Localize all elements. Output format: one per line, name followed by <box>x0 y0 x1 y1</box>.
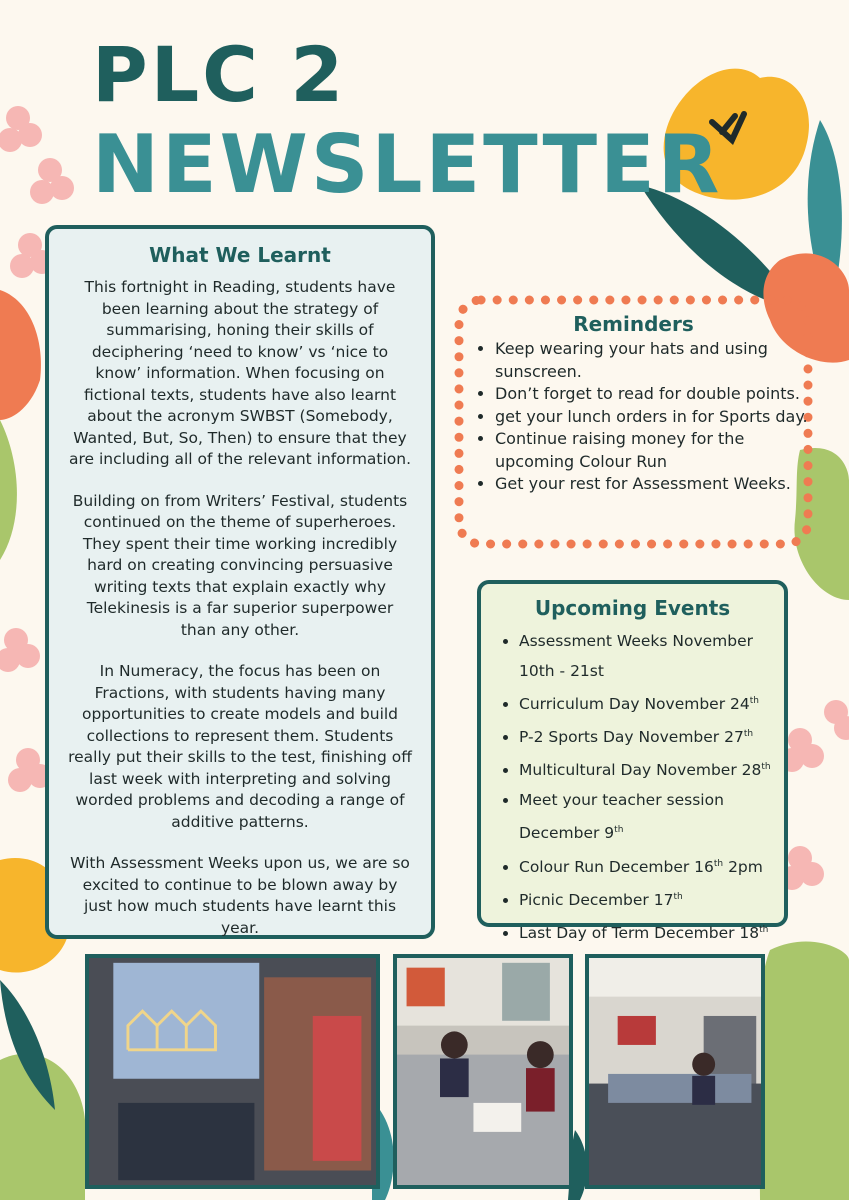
event-item: • Meet your teacher session December 9th <box>519 785 784 848</box>
orange-flower <box>0 290 41 420</box>
event-item: • Assessment Weeks November 10th - 21st <box>519 626 784 686</box>
classroom-photo <box>585 954 765 1189</box>
reminder-item: • Continue raising money for the upcoming Colour Run <box>495 428 812 473</box>
green-leaf <box>0 420 17 560</box>
what-we-learnt-panel <box>45 225 435 939</box>
events-list <box>481 626 784 948</box>
green-leaf <box>758 941 849 1200</box>
event-item: • P-2 Sports Day November 27th <box>519 719 784 752</box>
pink-flower-cluster <box>780 700 849 890</box>
learnt-paragraph: With Assessment Weeks upon us, we are so excited to continue to be blown away by just how much students have learnt this year. <box>70 854 410 937</box>
reminders-list <box>473 338 812 496</box>
upcoming-events-heading: Upcoming Events <box>534 596 731 620</box>
reminder-item: • Get your rest for Assessment Weeks. <box>495 473 812 496</box>
reminders-heading: Reminders <box>573 312 694 336</box>
reminder-item: • Keep wearing your hats and using sunscreen. <box>495 338 812 383</box>
event-item: • Multicultural Day November 28th <box>519 752 784 785</box>
reminder-item: • get your lunch orders in for Sports day. <box>495 406 812 429</box>
what-we-learnt-heading: What We Learnt <box>149 243 331 267</box>
upcoming-events-panel <box>477 580 788 943</box>
title-line-1: PLC 2 <box>92 30 347 119</box>
classroom-photo <box>393 954 573 1189</box>
classroom-photo <box>85 954 380 1189</box>
reminders-panel <box>455 296 812 548</box>
learnt-paragraph: This fortnight in Reading, students have been learning about the strategy of summarising, honing their skills of deciphering ‘need to know’ vs ‘nice to know’ information. When focusing on fictional texts, students have also learnt about the acronym SWBST (Somebody, Wanted, But, So, Then) to ensure that they are including all of the relevant information. <box>68 278 412 468</box>
event-item: • Last Day of Term December 18th <box>519 915 784 948</box>
event-item: • Picnic December 17th <box>519 882 784 915</box>
event-item: • Curriculum Day November 24th <box>519 686 784 719</box>
reminder-item: • Don’t forget to read for double points. <box>495 383 812 406</box>
learnt-paragraph: In Numeracy, the focus has been on Fractions, with students having many opportunities to create models and build collections to represent them. Students really put their skills to the test, finishing off last week with interpreting and solving worded problems and decoding a range of additive patterns. <box>68 662 412 831</box>
learnt-paragraph: Building on from Writers’ Festival, students continued on the theme of superheroes. They spent their time working incredibly hard on creating convincing persuasive writing texts that explain exactly why Telekinesis is a far superior superpower than any other. <box>72 491 408 639</box>
event-item: • Colour Run December 16th 2pm <box>519 849 784 882</box>
title-line-2: NEWSLETTER <box>92 118 723 211</box>
